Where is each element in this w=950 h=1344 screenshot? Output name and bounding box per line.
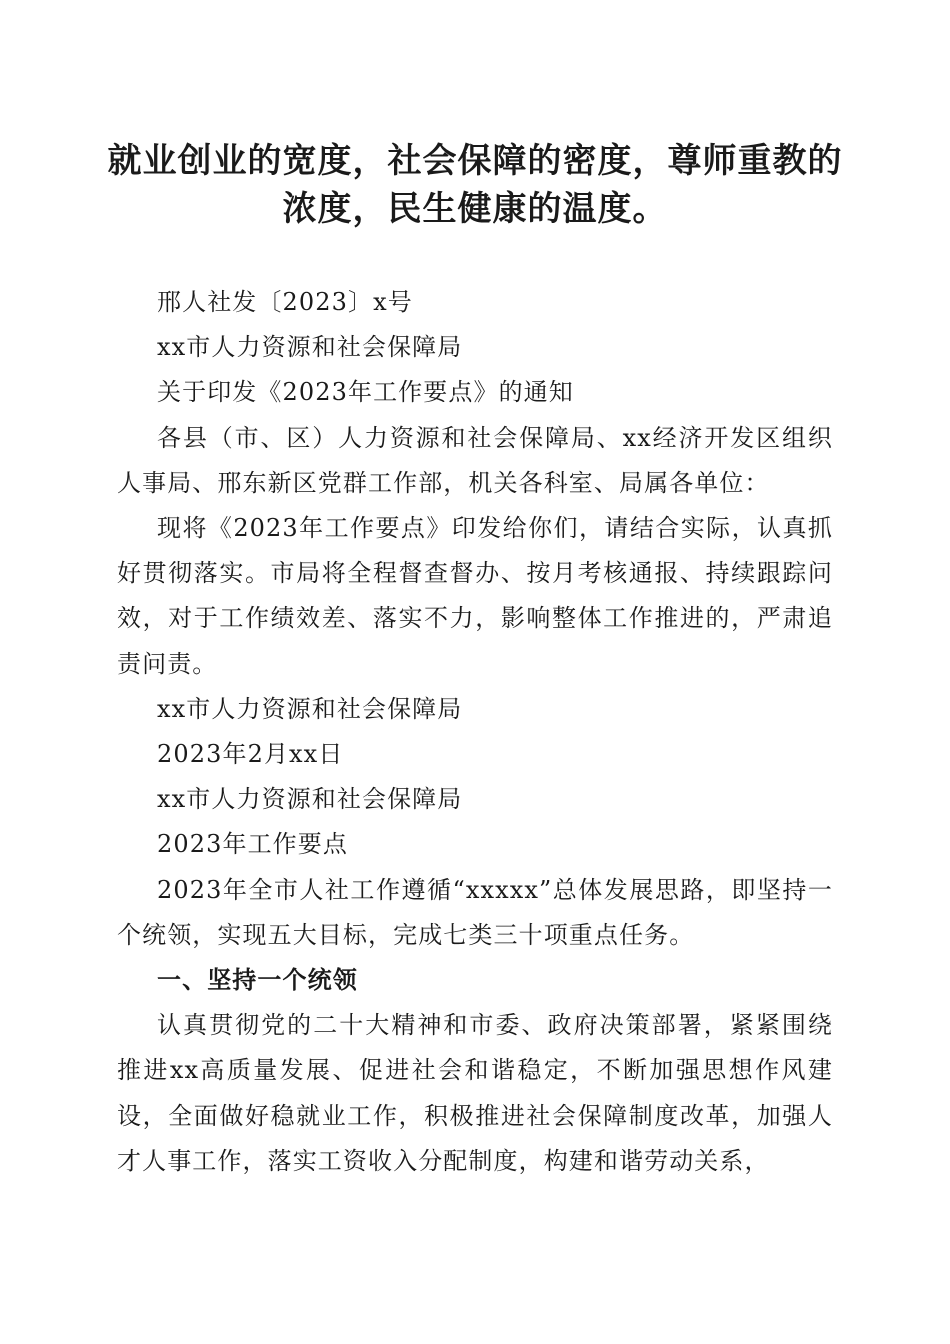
notice-title: 关于印发《2023年工作要点》的通知 bbox=[157, 378, 574, 407]
document-number: 邢人社发〔2023〕x号 bbox=[157, 288, 413, 316]
section-paragraph: 认真贯彻党的二十大精神和市委、政府决策部署，紧紧围绕推进xx高质量发展、促进社会和谐稳定，不断加强思想作风建设，全面做好稳就业工作，积极推进社会保障制度改革，加强人才人事工作，落实工资收入分配制度，构建和谐劳动关系， bbox=[117, 1011, 833, 1175]
signature-authority: xx市人力资源和社会保障局 bbox=[157, 694, 463, 723]
recipients: 各县（市、区）人力资源和社会保障局、xx经济开发区组织人事局、邢东新区党群工作部，机关各科室、局属各单位： bbox=[117, 423, 833, 497]
document-title: 就业创业的宽度，社会保障的密度，尊师重教的浓度，民生健康的温度。 bbox=[107, 141, 843, 229]
signature-date: 2023年2月xx日 bbox=[157, 740, 344, 769]
issuing-authority: xx市人力资源和社会保障局 bbox=[157, 333, 463, 362]
overview-paragraph: 2023年全市人社工作遵循“xxxxx”总体发展思路，即坚持一个统领，实现五大目标，完成七类三十项重点任务。 bbox=[117, 875, 833, 949]
section-heading: 一、坚持一个统领 bbox=[157, 966, 358, 995]
notice-body: 现将《2023年工作要点》印发给你们，请结合实际，认真抓好贯彻落实。市局将全程督查督办、按月考核通报、持续跟踪问效，对于工作绩效差、落实不力，影响整体工作推进的，严肃追责问责。 bbox=[117, 514, 833, 678]
attachment-authority: xx市人力资源和社会保障局 bbox=[157, 785, 463, 814]
document-body bbox=[117, 280, 833, 1184]
attachment-title: 2023年工作要点 bbox=[157, 830, 348, 859]
